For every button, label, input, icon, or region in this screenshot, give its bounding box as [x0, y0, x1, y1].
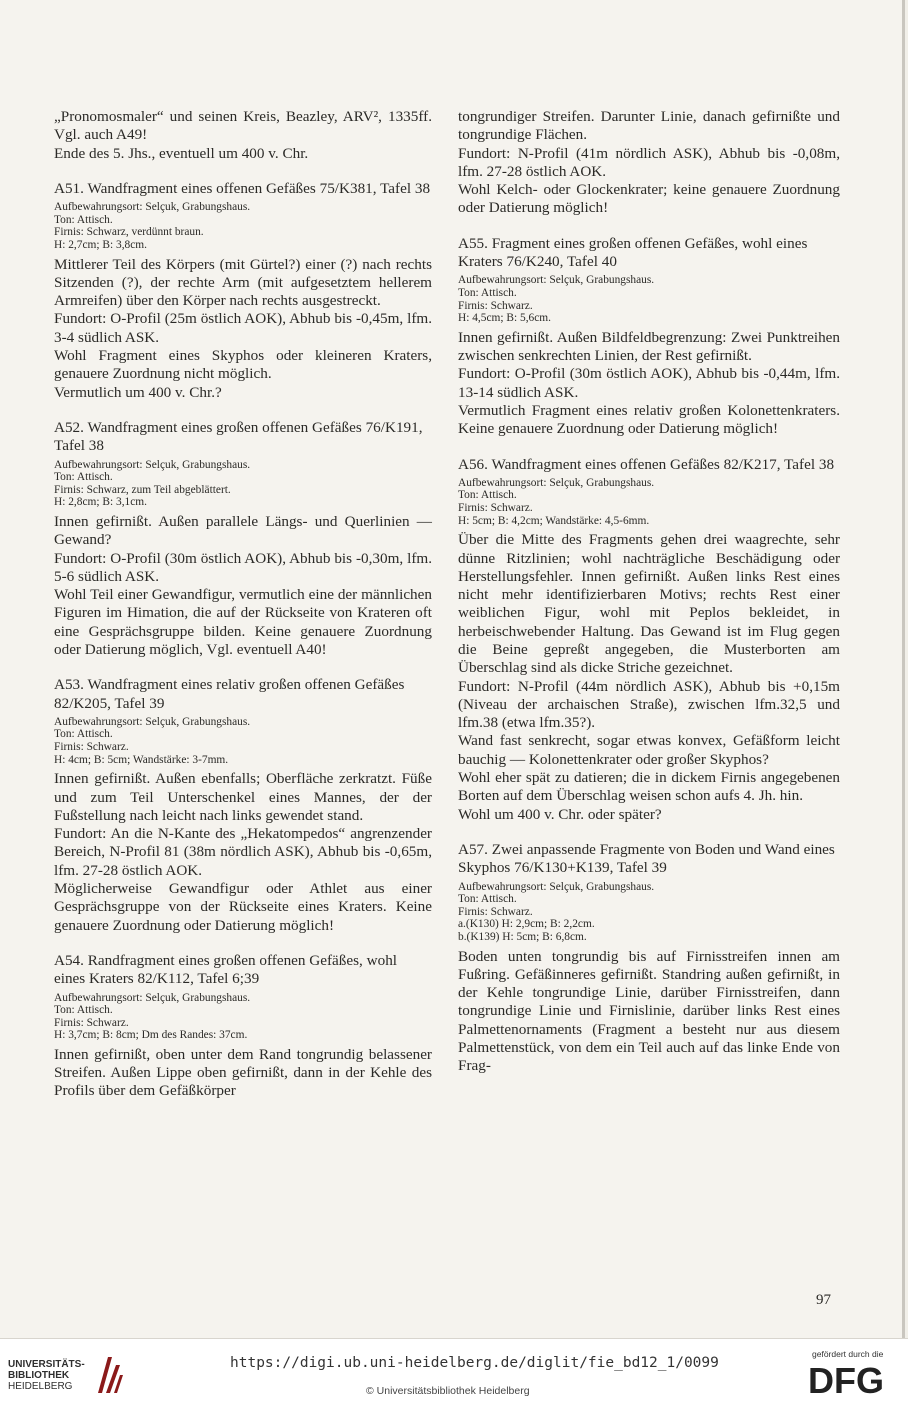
metadata-line: H: 2,7cm; B: 3,8cm.: [54, 238, 148, 251]
metadata-line: Aufbewahrungsort: Selçuk, Grabungshaus.: [54, 458, 251, 471]
metadata-line: Ton: Attisch.: [458, 893, 517, 906]
catalog-entry-heading: [54, 180, 432, 198]
paragraph: Ende des 5. Jhs., eventuell um 400 v. Chr.: [54, 144, 309, 162]
metadata-line: H: 5cm; B: 4,2cm; Wandstärke: 4,5-6mm.: [458, 514, 650, 527]
paragraph: Wohl um 400 v. Chr. oder später?: [458, 805, 662, 823]
metadata-line: H: 4,5cm; B: 5,6cm.: [458, 312, 552, 325]
metadata-line: b.(K139) H: 5cm; B: 6,8cm.: [458, 930, 587, 943]
paragraph: Boden unten tongrundig bis auf Firnisstreifen innen am Fußring. Gefäßinneres gefirnißt. Standring außen gefirnißt, in der Kehle tongrundige Linie, darüber Firnisstreifen, dann tongrundige Linie und Firnislinie, darüber links Rest eines Palmettenornaments (Fragment a besteht nur aus diesem Palmettenstück, von dem ein Teil auch auf das linke Ende von Frag-: [458, 947, 840, 1075]
paragraph: Fundort: An die N-Kante des „Hekatompedos“ angrenzender Bereich, N-Profil 81 (38m nördlich ASK), Abhub bis -0,65m, lfm. 27-28 östlich AOK.: [54, 825, 432, 879]
library-name-line2: BIBLIOTHEK: [8, 1370, 70, 1381]
metadata-line: Firnis: Schwarz.: [54, 1016, 129, 1029]
dfg-logo-icon: [806, 1359, 896, 1399]
paragraph: Wohl Kelch- oder Glockenkrater; keine genauere Zuordnung oder Datierung möglich!: [458, 181, 840, 217]
catalog-metadata: [458, 881, 840, 944]
metadata-line: Ton: Attisch.: [458, 286, 517, 299]
paragraph: Wohl Fragment eines Skyphos oder kleineren Kraters, genauere Zuordnung nicht möglich.: [54, 347, 432, 383]
metadata-line: Ton: Attisch.: [54, 471, 113, 484]
paragraph: Fundort: O-Profil (30m östlich AOK), Abhub bis -0,44m, lfm. 13-14 südlich ASK.: [458, 365, 840, 401]
metadata-line: H: 4cm; B: 5cm; Wandstärke: 3-7mm.: [54, 753, 229, 766]
metadata-line: H: 3,7cm; B: 8cm; Dm des Randes: 37cm.: [54, 1029, 248, 1042]
metadata-line: H: 2,8cm; B: 3,1cm.: [54, 496, 148, 509]
catalog-entry-heading: [458, 235, 840, 272]
catalog-number: A51.: [54, 179, 84, 197]
catalog-metadata: [54, 459, 432, 509]
left-column: [54, 108, 432, 1101]
page-number: 97: [816, 1292, 831, 1308]
catalog-entry-heading: [54, 952, 432, 989]
paragraph: Über die Mitte des Fragments gehen drei waagrechte, sehr dünne Ritzlinien; wohl nachträgliche Beschädigung oder Herstellungsfehler. Innen gefirnißt. Außen links Rest eines nicht mehr identifizierbaren Motivs; rechts Rest einer weiblichen Figur, wohl mit Peplos bekleidet, in herbeischwebender Haltung. Das Gewand ist im Flug gegen die Beine gepreßt angegeben, die Musterborten am Überschlag sind als dicke Striche gezeichnet.: [458, 531, 840, 677]
paragraph: Innen gefirnißt. Außen parallele Längs- und Querlinien — Gewand?: [54, 512, 432, 549]
catalog-title: Wandfragment eines relativ großen offenen Gefäßes 82/K205, Tafel 39: [54, 676, 405, 712]
metadata-line: Aufbewahrungsort: Selçuk, Grabungshaus.: [458, 274, 655, 287]
metadata-line: Aufbewahrungsort: Selçuk, Grabungshaus.: [458, 880, 655, 893]
paragraph: Vermutlich um 400 v. Chr.?: [54, 383, 222, 401]
metadata-line: Ton: Attisch.: [458, 489, 517, 502]
paragraph: Innen gefirnißt. Außen ebenfalls; Oberfläche zerkratzt. Füße und zum Teil Unterschenkel eines Mannes, der der Fußstellung nach leicht nach links gewendet stand.: [54, 770, 432, 824]
metadata-line: Ton: Attisch.: [54, 728, 113, 741]
paragraph: Möglicherweise Gewandfigur oder Athlet aus einer Gesprächsgruppe von der Rückseite eines Kraters. Keine genauere Zuordnung oder Datierung möglich!: [54, 880, 432, 934]
catalog-entry-heading: [54, 419, 432, 456]
paragraph: Fundort: N-Profil (44m nördlich ASK), Abhub bis +0,15m (Niveau der archaischen Straße), zwischen lfm.32,5 und lfm.38 (etwa lfm.35?).: [458, 677, 840, 732]
paragraph: „Pronomosmaler“ und seinen Kreis, Beazley, ARV², 1335ff. Vgl. auch A49!: [54, 108, 432, 144]
viewer-footer: [0, 1338, 908, 1408]
metadata-line: Firnis: Schwarz.: [458, 299, 533, 312]
catalog-entry-heading: [458, 841, 840, 878]
paragraph: Innen gefirnißt. Außen Bildfeldbegrenzung: Zwei Punktreihen zwischen senkrechten Linien, der Rest gefirnißt.: [458, 328, 840, 365]
metadata-line: Firnis: Schwarz.: [458, 502, 533, 515]
funding-label: gefördert durch die: [812, 1349, 884, 1359]
catalog-entry-heading: [54, 676, 432, 713]
metadata-line: Firnis: Schwarz, zum Teil abgeblättert.: [54, 483, 231, 496]
catalog-metadata: [54, 201, 432, 251]
page-url-link[interactable]: https://digi.ub.uni-heidelberg.de/diglit/fie_bd12_1/0099: [230, 1355, 719, 1371]
catalog-title: Zwei anpassende Fragmente von Boden und Wand eines Skyphos 76/K130+K139, Tafel 39: [458, 840, 835, 877]
paragraph: Innen gefirnißt, oben unter dem Rand tongrundig belassener Streifen. Außen Lippe oben gefirnißt, dann in der Kehle des Profils über dem Gefäßkörper: [54, 1045, 432, 1100]
paragraph: Fundort: O-Profil (30m östlich AOK), Abhub bis -0,30m, lfm. 5-6 südlich ASK.: [54, 549, 432, 585]
dfg-logo-text: DFG: [808, 1360, 884, 1399]
catalog-metadata: [458, 274, 840, 324]
catalog-title: Wandfragment eines großen offenen Gefäßes 76/K191, Tafel 38: [54, 418, 423, 455]
paragraph: Wohl Teil einer Gewandfigur, vermutlich eine der männlichen Figuren im Himation, die auf der Rückseite von Krateren oft eine Gesprächsgruppe bilden. Keine genauere Zuordnung oder Datierung möglich, Vgl. eventuell A40!: [54, 586, 432, 658]
right-column: [458, 108, 840, 1076]
metadata-line: Firnis: Schwarz.: [458, 905, 533, 918]
catalog-title: Randfragment eines großen offenen Gefäßes, wohl eines Kraters 82/K112, Tafel 6;39: [54, 951, 398, 988]
metadata-line: Ton: Attisch.: [54, 213, 113, 226]
metadata-line: Firnis: Schwarz, verdünnt braun.: [54, 226, 204, 239]
paragraph: Wand fast senkrecht, sogar etwas konvex, Gefäßform leicht bauchig — Kolonettenkrater oder großer Skyphos?: [458, 732, 840, 768]
catalog-title: Fragment eines großen offenen Gefäßes, wohl eines Kraters 76/K240, Tafel 40: [458, 234, 808, 271]
paragraph: Fundort: N-Profil (41m nördlich ASK), Abhub bis -0,08m, lfm. 27-28 östlich AOK.: [458, 144, 840, 180]
library-name-line3: HEIDELBERG: [8, 1381, 73, 1392]
catalog-metadata: [54, 992, 432, 1042]
paragraph: Vermutlich Fragment eines relativ großen Kolonettenkraters. Keine genauere Zuordnung oder Datierung möglich!: [458, 401, 840, 438]
paragraph: tongrundiger Streifen. Darunter Linie, danach gefirnißte und tongrundige Flächen.: [458, 108, 840, 144]
metadata-line: Aufbewahrungsort: Selçuk, Grabungshaus.: [54, 201, 251, 214]
metadata-line: Aufbewahrungsort: Selçuk, Grabungshaus.: [54, 991, 251, 1004]
catalog-metadata: [54, 716, 432, 766]
library-name-line1: UNIVERSITÄTS-: [8, 1359, 85, 1370]
catalog-number: A56.: [458, 455, 488, 473]
catalog-number: A52.: [54, 418, 84, 436]
catalog-number: A53.: [54, 676, 84, 694]
catalog-number: A57.: [458, 840, 488, 858]
catalog-number: A55.: [458, 234, 488, 252]
copyright-notice: © Universitätsbibliothek Heidelberg: [366, 1385, 530, 1397]
paragraph: Mittlerer Teil des Körpers (mit Gürtel?) einer (?) nach rechts Sitzenden (?), der rechte Arm (mit aufgesetztem hellerem Armreifen) über den Körper nach rechts ausgestreckt.: [54, 255, 432, 310]
paragraph: Wohl eher spät zu datieren; die in dickem Firnis angegebenen Borten auf dem Überschlag weisen schon aufs 4. Jh. hin.: [458, 769, 840, 805]
paragraph: Fundort: O-Profil (25m östlich AOK), Abhub bis -0,45m, lfm. 3-4 südlich ASK.: [54, 310, 432, 346]
metadata-line: Aufbewahrungsort: Selçuk, Grabungshaus.: [54, 715, 251, 728]
metadata-line: Firnis: Schwarz.: [54, 741, 129, 754]
catalog-number: A54.: [54, 951, 84, 969]
metadata-line: Ton: Attisch.: [54, 1004, 113, 1017]
library-logo-text: [8, 1359, 85, 1392]
catalog-metadata: [458, 477, 840, 527]
catalog-title: Wandfragment eines offenen Gefäßes 82/K217, Tafel 38: [491, 455, 835, 473]
catalog-entry-heading: [458, 456, 840, 474]
library-emblem-icon: [92, 1353, 126, 1397]
catalog-title: Wandfragment eines offenen Gefäßes 75/K381, Tafel 38: [87, 179, 431, 197]
metadata-line: Aufbewahrungsort: Selçuk, Grabungshaus.: [458, 476, 655, 489]
metadata-line: a.(K130) H: 2,9cm; B: 2,2cm.: [458, 918, 595, 931]
